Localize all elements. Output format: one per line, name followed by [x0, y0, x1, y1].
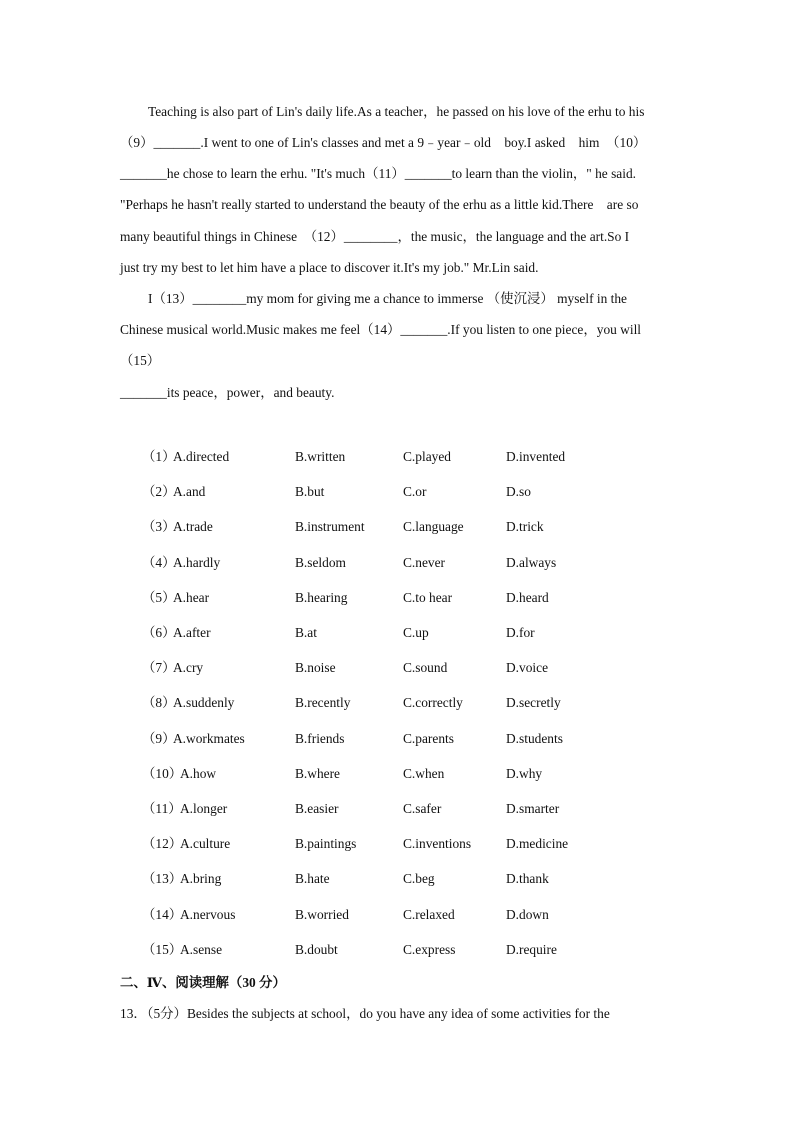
option-choice: D.thank	[506, 871, 549, 887]
option-choice: D.medicine	[506, 836, 569, 852]
option-number: （7）	[142, 660, 176, 676]
option-choice: C.played	[403, 449, 451, 464]
option-choice: D.students	[506, 730, 563, 746]
option-choice: A.culture	[180, 836, 231, 852]
option-row	[0, 693, 794, 713]
option-choice: B.where	[295, 765, 340, 781]
option-row	[0, 482, 794, 502]
option-number: （1）	[142, 449, 176, 464]
option-choice: D.invented	[506, 449, 566, 464]
passage-line: Chinese musical world.Music makes me feel（14）_______.If you listen to one piece，you will	[120, 322, 642, 337]
option-choice: B.seldom	[295, 554, 346, 570]
option-number: （12）	[142, 836, 183, 852]
option-number: （2）	[142, 484, 176, 500]
option-choice: B.hate	[295, 871, 330, 887]
option-choice: C.express	[403, 941, 456, 957]
option-choice: C.safer	[403, 801, 442, 816]
option-choice: C.correctly	[403, 695, 463, 711]
option-row	[0, 834, 794, 854]
option-number: （8）	[142, 695, 176, 711]
option-number: （15）	[142, 941, 183, 957]
option-choice: D.why	[506, 765, 543, 781]
option-choice: A.cry	[173, 660, 204, 676]
option-choice: C.language	[403, 519, 464, 535]
option-choice: B.written	[295, 449, 346, 464]
option-choice: B.paintings	[295, 836, 357, 852]
option-choice: C.or	[403, 484, 427, 500]
passage-line: many beautiful things in Chinese （12）________，the music，the language and the art.So I	[120, 229, 630, 244]
option-choice: B.friends	[295, 730, 345, 746]
option-choice: A.trade	[173, 519, 213, 535]
option-row	[0, 799, 794, 819]
option-number: （6）	[142, 625, 176, 640]
option-choice: B.worried	[295, 906, 349, 922]
option-choice: A.workmates	[173, 730, 245, 746]
option-choice: B.recently	[295, 695, 351, 711]
option-choice: B.doubt	[295, 941, 338, 957]
option-choice: D.secretly	[506, 695, 561, 711]
option-choice: C.relaxed	[403, 906, 455, 922]
passage-line: "Perhaps he hasn't really started to understand the beauty of the erhu as a little kid.There are so	[120, 197, 639, 212]
option-choice: A.how	[180, 765, 217, 781]
option-choice: D.heard	[506, 589, 549, 605]
option-choice: C.sound	[403, 660, 448, 676]
section-heading: 二、Ⅳ、阅读理解（30 分）	[120, 975, 286, 990]
option-number: （14）	[142, 906, 183, 922]
option-number: （13）	[142, 871, 183, 887]
option-choice: A.and	[173, 484, 206, 500]
option-choice: C.to hear	[403, 589, 453, 605]
option-choice: B.easier	[295, 801, 339, 816]
option-choice: B.noise	[295, 660, 336, 676]
option-choice: D.trick	[506, 519, 544, 535]
passage-line: （9）_______.I went to one of Lin's classes and met a 9﹣year﹣old boy.I asked him （10）	[120, 135, 647, 150]
option-choice: C.never	[403, 554, 446, 570]
option-choice: A.sense	[180, 941, 223, 957]
option-choice: A.nervous	[180, 906, 236, 922]
option-choice: D.down	[506, 906, 549, 922]
option-row	[0, 623, 794, 643]
option-choice: A.suddenly	[173, 695, 235, 711]
option-row	[0, 588, 794, 608]
option-row	[0, 517, 794, 537]
option-choice: D.always	[506, 554, 557, 570]
option-choice: A.directed	[173, 449, 230, 464]
option-choice: D.so	[506, 484, 531, 500]
option-row	[0, 869, 794, 889]
option-choice: D.voice	[506, 660, 549, 676]
option-row	[0, 940, 794, 960]
passage-line: I（13）________my mom for giving me a chance to immerse （使沉浸） myself in the	[148, 291, 628, 306]
option-row	[0, 658, 794, 678]
option-choice: C.when	[403, 765, 445, 781]
option-number: （11）	[142, 801, 182, 816]
passage-line: just try my best to let him have a place to discover it.It's my job." Mr.Lin said.	[120, 260, 539, 275]
passage-line: _______he chose to learn the erhu. "It's much（11）_______to learn than the violin，" he said.	[120, 166, 637, 181]
option-choice: A.hear	[173, 589, 210, 605]
option-choice: B.instrument	[295, 519, 365, 535]
option-choice: B.at	[295, 625, 317, 640]
option-row	[0, 905, 794, 925]
option-choice: A.after	[173, 625, 211, 640]
passage-line: Teaching is also part of Lin's daily life.As a teacher，he passed on his love of the erhu to his	[148, 104, 645, 119]
option-choice: C.inventions	[403, 836, 472, 852]
option-number: （9）	[142, 730, 176, 746]
option-row	[0, 764, 794, 784]
option-choice: A.longer	[180, 801, 228, 816]
option-row	[0, 729, 794, 749]
option-choice: A.hardly	[173, 554, 221, 570]
option-choice: D.for	[506, 625, 535, 640]
option-number: （4）	[142, 554, 176, 570]
option-row	[0, 447, 794, 467]
option-choice: C.up	[403, 625, 429, 640]
option-choice: C.parents	[403, 730, 454, 746]
option-number: （5）	[142, 589, 176, 605]
option-choice: B.but	[295, 484, 325, 500]
option-number: （3）	[142, 519, 176, 535]
option-choice: B.hearing	[295, 589, 348, 605]
option-choice: C.beg	[403, 871, 435, 887]
passage-line: （15）	[120, 353, 161, 368]
option-choice: D.smarter	[506, 801, 560, 816]
question-line: 13．（5分）Besides the subjects at school，do you have any idea of some activities for the	[120, 1006, 610, 1021]
option-row	[0, 553, 794, 573]
passage-line: _______its peace，power，and beauty.	[120, 385, 335, 400]
option-choice: A.bring	[180, 871, 222, 887]
option-number: （10）	[142, 765, 183, 781]
option-choice: D.require	[506, 941, 557, 957]
